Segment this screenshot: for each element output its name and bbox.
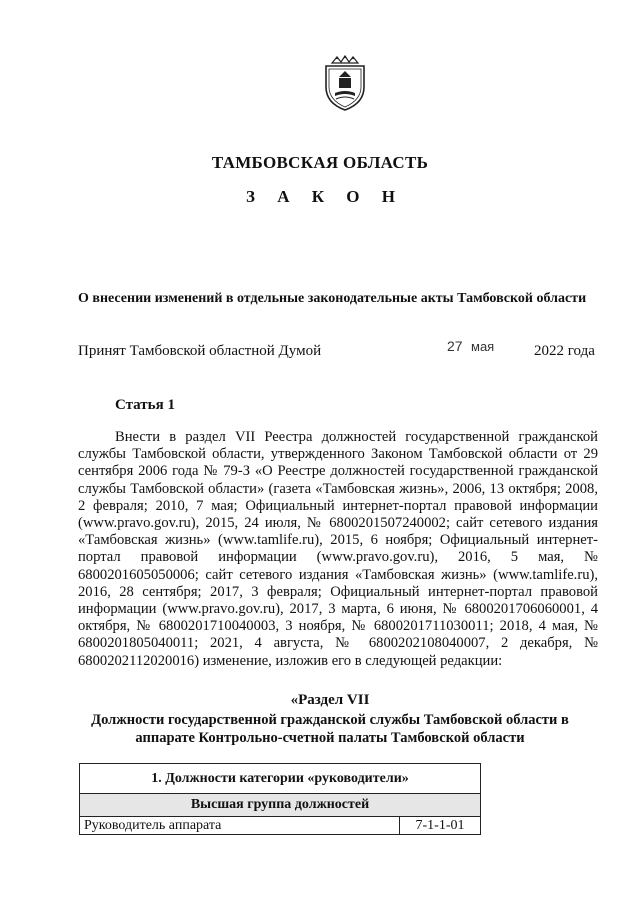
group-cell: Высшая группа должностей bbox=[80, 794, 481, 817]
position-name: Руководитель аппарата bbox=[80, 817, 400, 835]
category-cell: 1. Должности категории «руководители» bbox=[80, 764, 481, 794]
section-heading: «Раздел VII bbox=[290, 692, 370, 708]
group-row bbox=[80, 794, 481, 817]
law-title: О внесении изменений в отдельные законодательные акты Тамбовской области bbox=[78, 291, 587, 306]
adopted-month: мая bbox=[471, 339, 495, 354]
region-name: ТАМБОВСКАЯ ОБЛАСТЬ bbox=[211, 153, 429, 172]
coat-of-arms-icon bbox=[322, 55, 368, 111]
article-heading: Статья 1 bbox=[115, 397, 175, 413]
position-code: 7-1-1-01 bbox=[400, 817, 481, 835]
table-row bbox=[80, 817, 481, 835]
positions-table bbox=[79, 763, 481, 835]
category-row bbox=[80, 764, 481, 794]
article-text: Внести в раздел VII Реестра должностей государственной гражданской службы Тамбовской области, утвержденного Законом Тамбовской области от 29 сентября 2006 года № 79-З «О Реестре должностей государственной гражданской службы Тамбовской области» (газета «Тамбовская жизнь», 2006, 13 октября; 2008, 2 февраля; 2010, 7 мая; Официальный интернет-портал правовой информации (www.pravo.gov.ru), 2015, 24 июля, № 6800201507240002; сайт сетевого издания «Тамбовская жизнь» (www.tamlife.ru), 2015, 6 ноября; Официальный интернет-портал правовой информации (www.pravo.gov.ru), 2016, 5 мая, № 6800201605050006; сайт сетевого издания «Тамбовская жизнь» (www.tamlife.ru), 2016, 28 сентября; 2017, 3 февраля; Официальный интернет-портал правовой информации (www.pravo.gov.ru), 2017, 3 марта, 6 июня, № 6800201706060001, 4 октября, № 6800201710040003, 3 ноября, № 6800201711030011; 2018, 4 мая, № 6800201805040011; 2021, 4 августа, № 6800202108040007, 2 декабря, № 6800202112020016) изменение, изложив его в следующей редакции: bbox=[78, 429, 598, 669]
document-type: З А К О Н bbox=[245, 187, 405, 206]
section-title: Должности государственной гражданской службы Тамбовской области в аппарате Контрольно-счетной палаты Тамбовской области bbox=[91, 712, 569, 746]
adopted-year: 2022 года bbox=[534, 343, 595, 359]
adopted-label: Принят Тамбовской областной Думой bbox=[78, 343, 322, 359]
adopted-day: 27 bbox=[447, 338, 463, 354]
